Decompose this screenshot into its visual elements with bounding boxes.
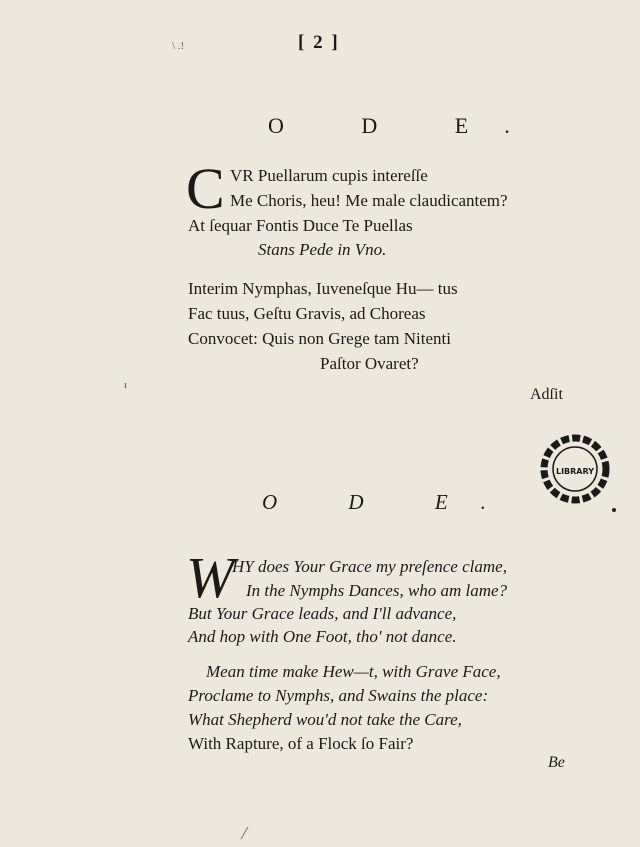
- ode-1-line-4: Stans Pede in Vno.: [258, 240, 387, 259]
- ode-1-line-1: VR Puellarum cupis intereſſe: [230, 166, 428, 185]
- ode-1-line-6: Fac tuus, Geſtu Gravis, ad Choreas: [188, 304, 426, 323]
- stamp-text: LIBRARY: [555, 467, 595, 476]
- ink-dot: [612, 508, 616, 512]
- ode-2-line-1: HY does Your Grace my preſence clame,: [232, 557, 507, 576]
- ode-1-line-2: Me Choris, heu! Me male claudicantem?: [230, 191, 508, 210]
- ode-2-line-7: What Shepherd wou'd not take the Care,: [188, 710, 462, 729]
- ode-2-line-6: Proclame to Nymphs, and Swains the place:: [188, 686, 489, 705]
- page-number: [ 2 ]: [298, 32, 340, 53]
- ode-2-line-8: With Rapture, of a Flock ſo Fair?: [188, 734, 414, 753]
- ode-1-title: O D E.: [268, 113, 546, 138]
- ode-2-dropcap: W: [186, 545, 235, 610]
- ode-2-line-2: In the Nymphs Dances, who am lame?: [246, 581, 508, 600]
- library-stamp: [540, 434, 610, 504]
- ode-1-line-8: Paſtor Ovaret?: [320, 354, 419, 373]
- pen-stroke: [241, 827, 249, 840]
- margin-mark: ı: [124, 380, 127, 391]
- ode-1-catchword: Adſit: [530, 386, 563, 403]
- ode-2-line-5: Mean time make Hew—t, with Grave Face,: [206, 662, 501, 681]
- ode-2-line-3: But Your Grace leads, and I'll advance,: [188, 604, 457, 623]
- ode-1-line-3: At ſequar Fontis Duce Te Puellas: [188, 216, 413, 235]
- ode-1-line-5: Interim Nymphas, Iuveneſque Hu— tus: [188, 279, 458, 298]
- ode-2-catchword: Be: [548, 754, 565, 771]
- ode-1-line-7: Convocet: Quis non Grege tam Nitenti: [188, 329, 451, 348]
- ode-2-title: O D E.: [262, 490, 519, 514]
- ode-2-line-4: And hop with One Foot, tho' not dance.: [188, 627, 457, 646]
- corner-mark: \ .!: [172, 40, 185, 52]
- ode-1-dropcap: C: [186, 156, 225, 221]
